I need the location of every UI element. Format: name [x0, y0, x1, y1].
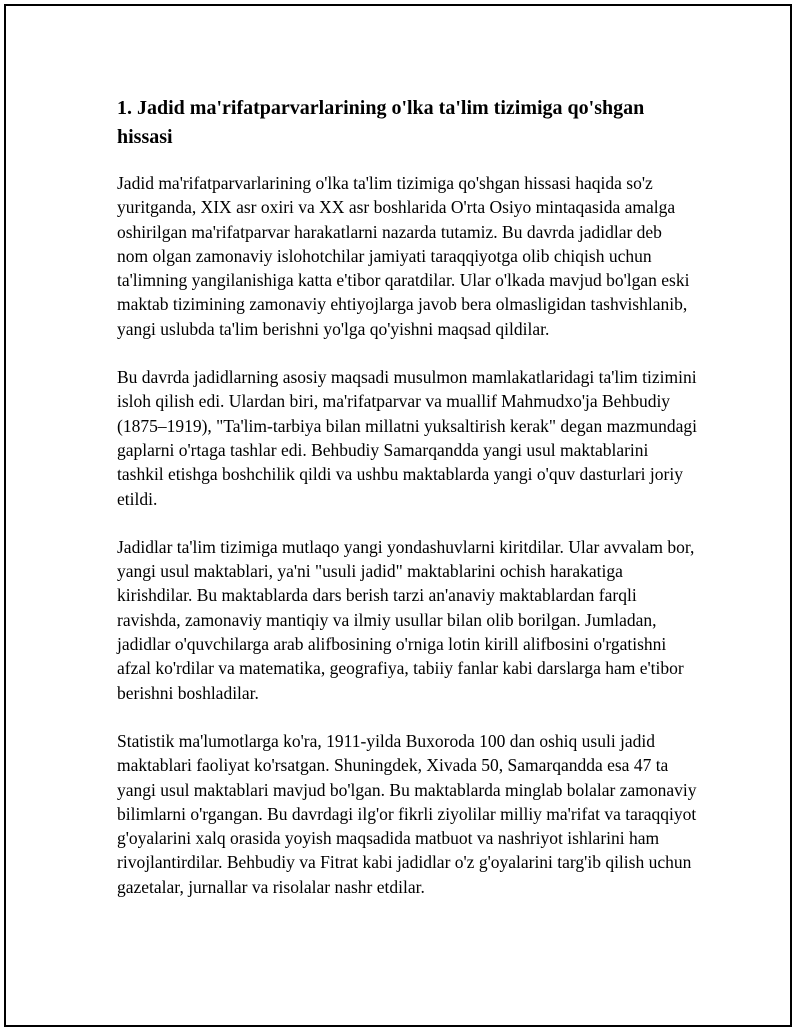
- paragraph-1: Jadid ma'rifatparvarlarining o'lka ta'lim tizimiga qo'shgan hissasi haqida so'z yuritganda, XIX asr oxiri va XX asr boshlarida O'rta Osiyo mintaqasida amalga oshirilgan ma'rifatparvar harakatlarni nazarda tutamiz. Bu davrda jadidlar deb nom olgan zamonaviy islohotchilar jamiyati taraqqiyotga olib chiqish uchun ta'limning yangilanishiga katta e'tibor qaratdilar. Ular o'lkada mavjud bo'lgan eski maktab tizimining zamonaviy ehtiyojlarga javob bera olmasligidan tashvishlanib, yangi uslubda ta'lim berishni yo'lga qo'yishni maqsad qildilar.: [117, 173, 690, 339]
- paragraph-3: Jadidlar ta'lim tizimiga mutlaqo yangi yondashuvlarni kiritdilar. Ular avvalam bor, yangi usul maktablari, ya'ni "usuli jadid" maktablarini ochish harakatiga kirishdilar. Bu maktablarda dars berish tarzi an'anaviy maktablardan farqli ravishda, zamonaviy mantiqiy va ilmiy usullar bilan olib borilgan. Jumladan, jadidlar o'quvchilarga arab alifbosining o'rniga lotin kirill alifbosini o'rgatishni afzal ko'rdilar va matematika, geografiya, tabiiy fanlar kabi darslarga ham e'tibor berishni boshladilar.: [117, 536, 695, 703]
- document-body: [117, 94, 697, 923]
- paragraph-4: Statistik ma'lumotlarga ko'ra, 1911-yilda Buxoroda 100 dan oshiq usuli jadid maktablari faoliyat ko'rsatgan. Shuningdek, Xivada 50, Samarqandda esa 47 ta yangi usul maktablari mavjud bo'lgan. Bu maktablarda minglab bolalar zamonaviy bilimlarni o'rgangan. Bu davrdagi ilg'or fikrli ziyolilar milliy ma'rifat va taraqqiyot g'oyalarini xalq orasida yoyish maqsadida matbuot va nashriyot ishlarini ham rivojlantirdilar. Behbudiy va Fitrat kabi jadidlar o'z g'oyalarini targ'ib qilish uchun gazetalar, jurnallar va risolalar nashr etdilar.: [117, 730, 697, 897]
- section-heading: 1. Jadid ma'rifatparvarlarining o'lka ta'lim tizimiga qo'shgan hissasi: [117, 97, 645, 148]
- paragraph-2: Bu davrda jadidlarning asosiy maqsadi musulmon mamlakatlaridagi ta'lim tizimini isloh qilish edi. Ulardan biri, ma'rifatparvar va muallif Mahmudxo'ja Behbudiy (1875–1919), "Ta'lim-tarbiya bilan millatni yuksaltirish kerak" degan mazmundagi gaplarni o'rtaga tashlar edi. Behbudiy Samarqandda yangi usul maktablarini tashkil etishga boshchilik qildi va ushbu maktablarda yangi o'quv dasturlari joriy etildi.: [117, 367, 697, 509]
